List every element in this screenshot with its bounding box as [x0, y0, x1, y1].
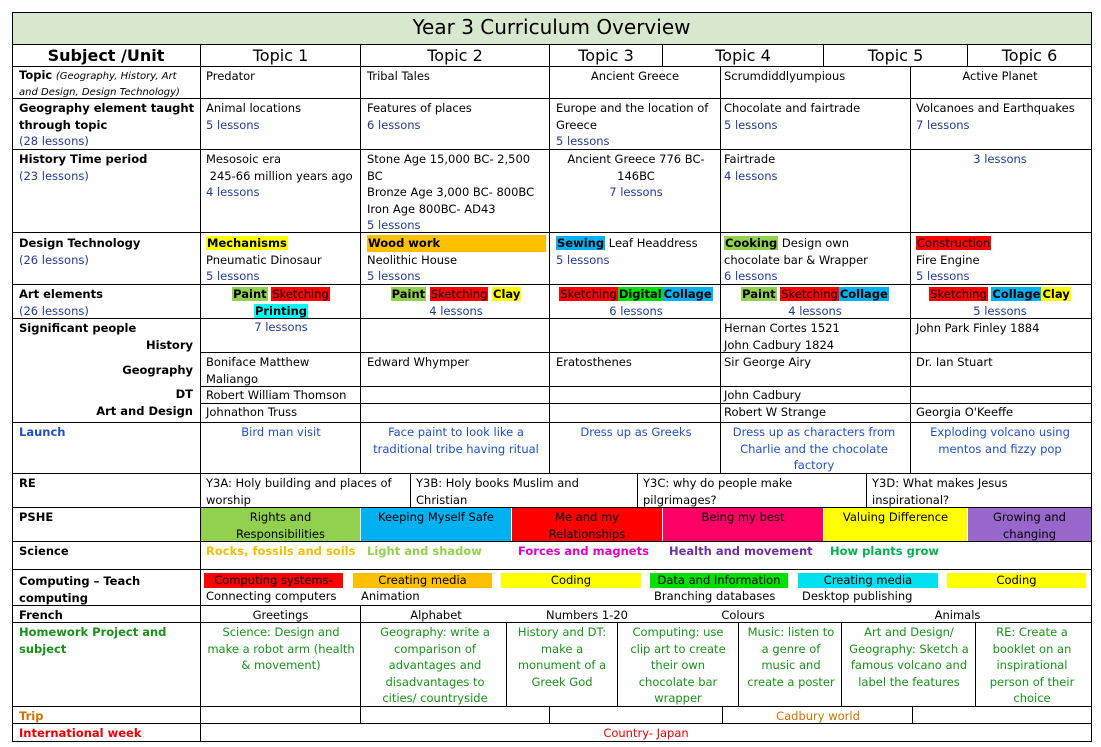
geography-t2 — [363, 99, 549, 149]
history-t1-lessons: 4 lessons — [206, 185, 260, 200]
grid-line — [360, 44, 361, 67]
row-label-people — [15, 319, 201, 423]
art-sketching-tag: Sketching — [560, 287, 617, 301]
pshe-rights: Rights and Responsibilities — [201, 508, 360, 541]
art-digital-tag: Digital — [618, 287, 662, 301]
header-topic-1: Topic 1 — [252, 46, 309, 65]
dt-t5 — [912, 234, 1088, 284]
geo-t4-lessons: 5 lessons — [724, 117, 778, 132]
dt-t2-project: Neolithic House — [367, 252, 458, 267]
dt-t1-project: Pneumatic Dinosaur — [206, 252, 322, 267]
art-t4 — [720, 285, 910, 319]
people-history-t5: John Park Finley 1884 — [916, 321, 1040, 335]
row-label-pshe: PSHE — [19, 510, 54, 524]
launch-t1: Bird man visit — [241, 425, 321, 439]
grid-line — [975, 622, 976, 707]
computing-systems-bar: Computing systems- — [204, 573, 343, 588]
grid-line — [200, 386, 1092, 387]
dt-t1-lessons: 5 lessons — [206, 269, 260, 284]
science-rocks: Rocks, fossils and soils — [206, 544, 356, 558]
row-label-french: French — [19, 608, 63, 622]
row-label-computing: Computing – Teach computing — [19, 574, 141, 605]
row-label-homework: Homework Project and subject — [19, 625, 167, 656]
dt-t4 — [720, 234, 910, 284]
history-t5 — [912, 150, 1088, 232]
science-forces: Forces and magnets — [518, 544, 649, 558]
header-topic-5: Topic 5 — [867, 46, 924, 65]
dt-t1 — [202, 234, 360, 284]
pshe-valuing-difference: Valuing Difference — [824, 508, 967, 541]
history-t3-line1: Ancient Greece 776 BC-146BC — [567, 152, 705, 183]
art-t2 — [363, 285, 549, 319]
geo-t5-text: Volcanoes and Earthquakes — [916, 101, 1075, 115]
history-t1-line1: Mesosoic era — [206, 152, 282, 166]
page-title: Year 3 Curriculum Overview — [412, 15, 691, 39]
homework-t2: Geography: write a comparison of advantages and disadvantages to cities/ countryside — [380, 625, 490, 706]
people-history-t4-b: John Cadbury 1824 — [724, 337, 835, 352]
geography-t3 — [552, 99, 720, 149]
grid-line — [637, 473, 638, 508]
geo-t3-text: Europe and the location of Greece — [556, 101, 709, 132]
history-t4 — [720, 150, 910, 232]
grid-line — [12, 12, 1092, 13]
row-label-topic — [15, 67, 201, 100]
grid-line — [617, 622, 618, 707]
french-numbers: Numbers 1-20 — [546, 608, 628, 622]
grid-line — [662, 44, 663, 67]
history-t2-lessons: 5 lessons — [367, 218, 421, 233]
french-alphabet: Alphabet — [410, 608, 462, 622]
people-geo-t5: Dr. Ian Stuart — [916, 355, 993, 369]
grid-line — [12, 569, 1092, 570]
homework-t7: RE: Create a booklet on an inspirational person of their choice — [989, 625, 1075, 706]
grid-line — [200, 403, 1092, 404]
art-t5-lessons: 5 lessons — [973, 303, 1027, 318]
row-label-history — [15, 150, 201, 232]
computing-data-sub: Branching databases — [654, 589, 776, 603]
dt-label: Design Technology — [19, 236, 141, 250]
grid-line — [738, 622, 739, 707]
topic-label: Topic — [19, 68, 53, 82]
grid-line — [12, 149, 1092, 150]
history-t4-line1: Fairtrade — [724, 152, 776, 166]
art-t5 — [912, 285, 1088, 319]
dt-t3-skill: Sewing — [557, 236, 605, 250]
art-sketching-tag: Sketching — [272, 287, 329, 301]
people-art-t4: Robert W Strange — [724, 405, 827, 419]
grid-line — [12, 284, 1092, 285]
people-geo-t2: Edward Whymper — [367, 355, 470, 369]
geography-count: (28 lessons) — [19, 134, 89, 149]
art-label: Art elements — [19, 287, 103, 301]
launch-t3: Dress up as Greeks — [580, 425, 692, 439]
history-t5-lessons: 3 lessons — [973, 152, 1027, 166]
title-bar — [12, 13, 1091, 44]
grid-line — [549, 706, 550, 724]
art-paint-tag: Paint — [742, 287, 776, 301]
computing-media2-sub: Desktop publishing — [802, 589, 913, 603]
geography-t4 — [720, 99, 910, 149]
row-label-launch: Launch — [19, 425, 66, 439]
grid-line — [12, 422, 1092, 423]
topic-1: Predator — [206, 69, 255, 83]
grid-line — [410, 473, 411, 508]
re-y3c: Y3C: why do people make pilgrimages? — [643, 476, 793, 507]
topic-3: Ancient Greece — [590, 69, 680, 83]
art-paint-tag: Paint — [391, 287, 426, 301]
homework-t3: History and DT: make a monument of a Greek God — [517, 625, 607, 689]
geo-t2-lessons: 6 lessons — [367, 117, 421, 132]
geography-t1 — [202, 99, 360, 149]
pshe-relationships: Me and my Relationships — [512, 508, 662, 541]
homework-t4: Computing: use clip art to create their own chocolate bar wrapper — [630, 625, 726, 706]
computing-coding-bar: Coding — [501, 573, 641, 588]
art-t1 — [202, 285, 360, 335]
header-topic-3: Topic 3 — [578, 46, 634, 65]
topic-4: Scrumdiddlyumpious — [724, 69, 846, 83]
dt-t5-lessons: 5 lessons — [916, 269, 970, 284]
geo-t4-text: Chocolate and fairtrade — [724, 101, 861, 115]
grid-line — [360, 622, 361, 707]
row-label-dt — [15, 234, 201, 284]
re-y3b: Y3B: Holy books Muslim and Christian — [416, 476, 579, 507]
row-label-science: Science — [19, 544, 69, 558]
re-y3a: Y3A: Holy building and places of worship — [206, 476, 392, 507]
geography-t5 — [912, 99, 1088, 149]
computing-systems-sub: Connecting computers — [206, 589, 337, 603]
people-geo-t4: Sir George Airy — [724, 355, 812, 369]
grid-line — [720, 66, 721, 474]
launch-t4: Dress up as characters from Charlie and the chocolate factory — [732, 425, 896, 473]
geo-t5-lessons: 7 lessons — [916, 117, 970, 132]
people-dt-t1: Robert William Thomson — [206, 388, 347, 402]
people-dt-label: DT — [175, 387, 193, 401]
history-t2-line3: Iron Age 800BC- AD43 — [367, 201, 496, 216]
trip-cadbury: Cadbury world — [776, 709, 860, 723]
art-collage-tag: Collage — [663, 287, 712, 301]
grid-line — [12, 318, 1092, 319]
dt-count: (26 lessons) — [19, 252, 89, 267]
header-topic-2: Topic 2 — [427, 46, 483, 65]
history-t1 — [202, 150, 360, 232]
history-t1-line2: 245-66 million years ago — [209, 168, 353, 183]
people-geo-t3: Eratosthenes — [556, 355, 632, 369]
pshe-being-best: Being my best — [663, 508, 823, 541]
art-sketching-tag: Sketching — [781, 287, 838, 301]
topic-note: (Geography, History, Art and Design, Design Technology) — [19, 71, 180, 98]
dt-t1-skill: Mechanisms — [207, 236, 287, 250]
grid-line — [549, 66, 550, 474]
science-plants: How plants grow — [830, 544, 940, 558]
grid-line — [549, 44, 550, 67]
geo-t1-text: Animal locations — [206, 101, 302, 115]
art-collage-tag: Collage — [992, 287, 1041, 301]
french-animals: Animals — [934, 608, 981, 622]
grid-line — [12, 741, 1092, 742]
art-paint-tag: Paint — [233, 287, 267, 301]
art-count: (26 lessons) — [19, 303, 89, 318]
grid-line — [12, 232, 1092, 233]
grid-line — [12, 473, 1092, 474]
launch-t2: Face paint to look like a traditional tribe having ritual — [373, 425, 539, 456]
dt-t3-lessons: 5 lessons — [556, 252, 610, 267]
topic-5: Active Planet — [962, 69, 1038, 83]
art-printing-tag: Printing — [254, 303, 308, 318]
row-label-international: International week — [19, 726, 142, 740]
row-label-art — [15, 285, 201, 319]
history-t2-line1: Stone Age 15,000 BC- 2,500 BC — [367, 152, 531, 183]
art-clay-tag: Clay — [1042, 287, 1070, 301]
people-art-label: Art and Design — [96, 404, 193, 418]
geo-t2-text: Features of places — [367, 101, 472, 115]
launch-t5: Exploding volcano using mentos and fizzy pop — [930, 425, 1070, 456]
grid-line — [12, 541, 1092, 542]
homework-t1: Science: Design and make a robot arm (health & movement) — [207, 625, 355, 673]
row-label-re: RE — [19, 476, 36, 490]
art-t2-lessons: 4 lessons — [429, 303, 483, 318]
dt-t2 — [363, 234, 549, 284]
row-label-geography — [15, 99, 201, 149]
art-collage-tag: Collage — [839, 287, 888, 301]
re-y3d: Y3D: What makes Jesus inspirational? — [872, 476, 1008, 507]
grid-line — [12, 706, 1092, 707]
pshe-growing: Growing and changing — [968, 508, 1091, 541]
row-label-trip: Trip — [19, 709, 44, 723]
grid-line — [360, 66, 361, 474]
dt-t4-skill: Cooking — [725, 236, 778, 250]
art-sketching-tag: Sketching — [430, 287, 488, 301]
people-geo-t1: Boniface Matthew Maliango — [206, 355, 310, 386]
dt-t4-lessons: 6 lessons — [724, 269, 778, 284]
pshe-keeping-safe: Keeping Myself Safe — [361, 508, 511, 541]
grid-line — [912, 706, 913, 724]
history-label: History Time period — [19, 152, 148, 166]
grid-line — [12, 44, 1092, 45]
geo-t3-lessons: 5 lessons — [556, 134, 610, 149]
homework-t6: Art and Design/ Geography: Sketch a famous volcano and label the features — [849, 625, 969, 689]
grid-line — [1091, 12, 1092, 742]
grid-line — [967, 44, 968, 67]
art-t3-lessons: 6 lessons — [609, 303, 663, 318]
grid-line — [722, 706, 723, 724]
grid-line — [200, 44, 201, 742]
grid-line — [12, 507, 1092, 508]
grid-line — [200, 352, 1092, 353]
computing-data-bar: Data and Information — [650, 573, 788, 588]
people-art-t5: Georgia O'Keeffe — [916, 405, 1014, 419]
dt-t2-lessons: 5 lessons — [367, 269, 421, 284]
grid-line — [841, 622, 842, 707]
people-history-t4 — [720, 319, 910, 353]
grid-line — [360, 605, 361, 623]
header-topic-6: Topic 6 — [1001, 46, 1058, 65]
art-sketching-tag: Sketching — [930, 287, 987, 301]
grid-line — [12, 66, 1092, 67]
grid-line — [12, 622, 1092, 623]
international-japan: Country- Japan — [603, 726, 689, 740]
history-count: (23 lessons) — [19, 168, 89, 183]
history-t4-lessons: 4 lessons — [724, 168, 778, 183]
french-greetings: Greetings — [252, 608, 309, 622]
art-t3 — [552, 285, 720, 319]
grid-line — [823, 44, 824, 67]
science-light: Light and shadow — [367, 544, 482, 558]
history-t3-lessons: 7 lessons — [609, 185, 663, 200]
grid-line — [12, 12, 13, 742]
art-t1-lessons: 7 lessons — [254, 320, 308, 335]
computing-media-sub: Animation — [361, 589, 420, 603]
computing-coding2-bar: Coding — [947, 573, 1086, 588]
people-history-label: History — [146, 338, 193, 352]
people-art-t1: Johnathon Truss — [206, 405, 298, 419]
topic-2: Tribal Tales — [367, 69, 430, 83]
history-t3 — [552, 150, 720, 232]
art-clay-tag: Clay — [493, 287, 521, 301]
dt-t4-project: Design own chocolate bar & Wrapper — [724, 236, 868, 267]
computing-media2-bar: Creating media — [798, 573, 938, 588]
dt-t3-project: Leaf Headdress — [608, 236, 698, 250]
history-t2-line2: Bronze Age 3,000 BC- 800BC — [367, 185, 535, 200]
dt-t2-skill: Wood work — [367, 235, 546, 252]
dt-t5-skill: Construction — [917, 236, 991, 250]
grid-line — [360, 706, 361, 724]
homework-t5: Music: listen to a genre of music and create a poster — [747, 625, 835, 689]
computing-media-bar: Creating media — [353, 573, 492, 588]
people-geography-label: Geography — [122, 363, 193, 377]
grid-line — [910, 66, 911, 474]
header-subject: Subject /Unit — [47, 46, 165, 65]
french-colours: Colours — [721, 608, 765, 622]
people-label: Significant people — [19, 321, 137, 335]
geography-label: Geography element taught through topic — [19, 101, 195, 132]
history-t2 — [363, 150, 549, 232]
people-dt-t4: John Cadbury — [724, 388, 802, 402]
dt-t3 — [552, 234, 720, 284]
grid-line — [506, 622, 507, 707]
header-topic-4: Topic 4 — [715, 46, 771, 65]
dt-t5-project: Fire Engine — [916, 252, 980, 267]
science-health: Health and movement — [669, 544, 813, 558]
grid-line — [12, 605, 1092, 606]
art-t4-lessons: 4 lessons — [788, 303, 842, 318]
people-history-t4-a: Hernan Cortes 1521 — [724, 321, 840, 335]
grid-line — [866, 473, 867, 508]
grid-line — [12, 98, 1092, 99]
geo-t1-lessons: 5 lessons — [206, 117, 260, 132]
grid-line — [12, 723, 1092, 724]
